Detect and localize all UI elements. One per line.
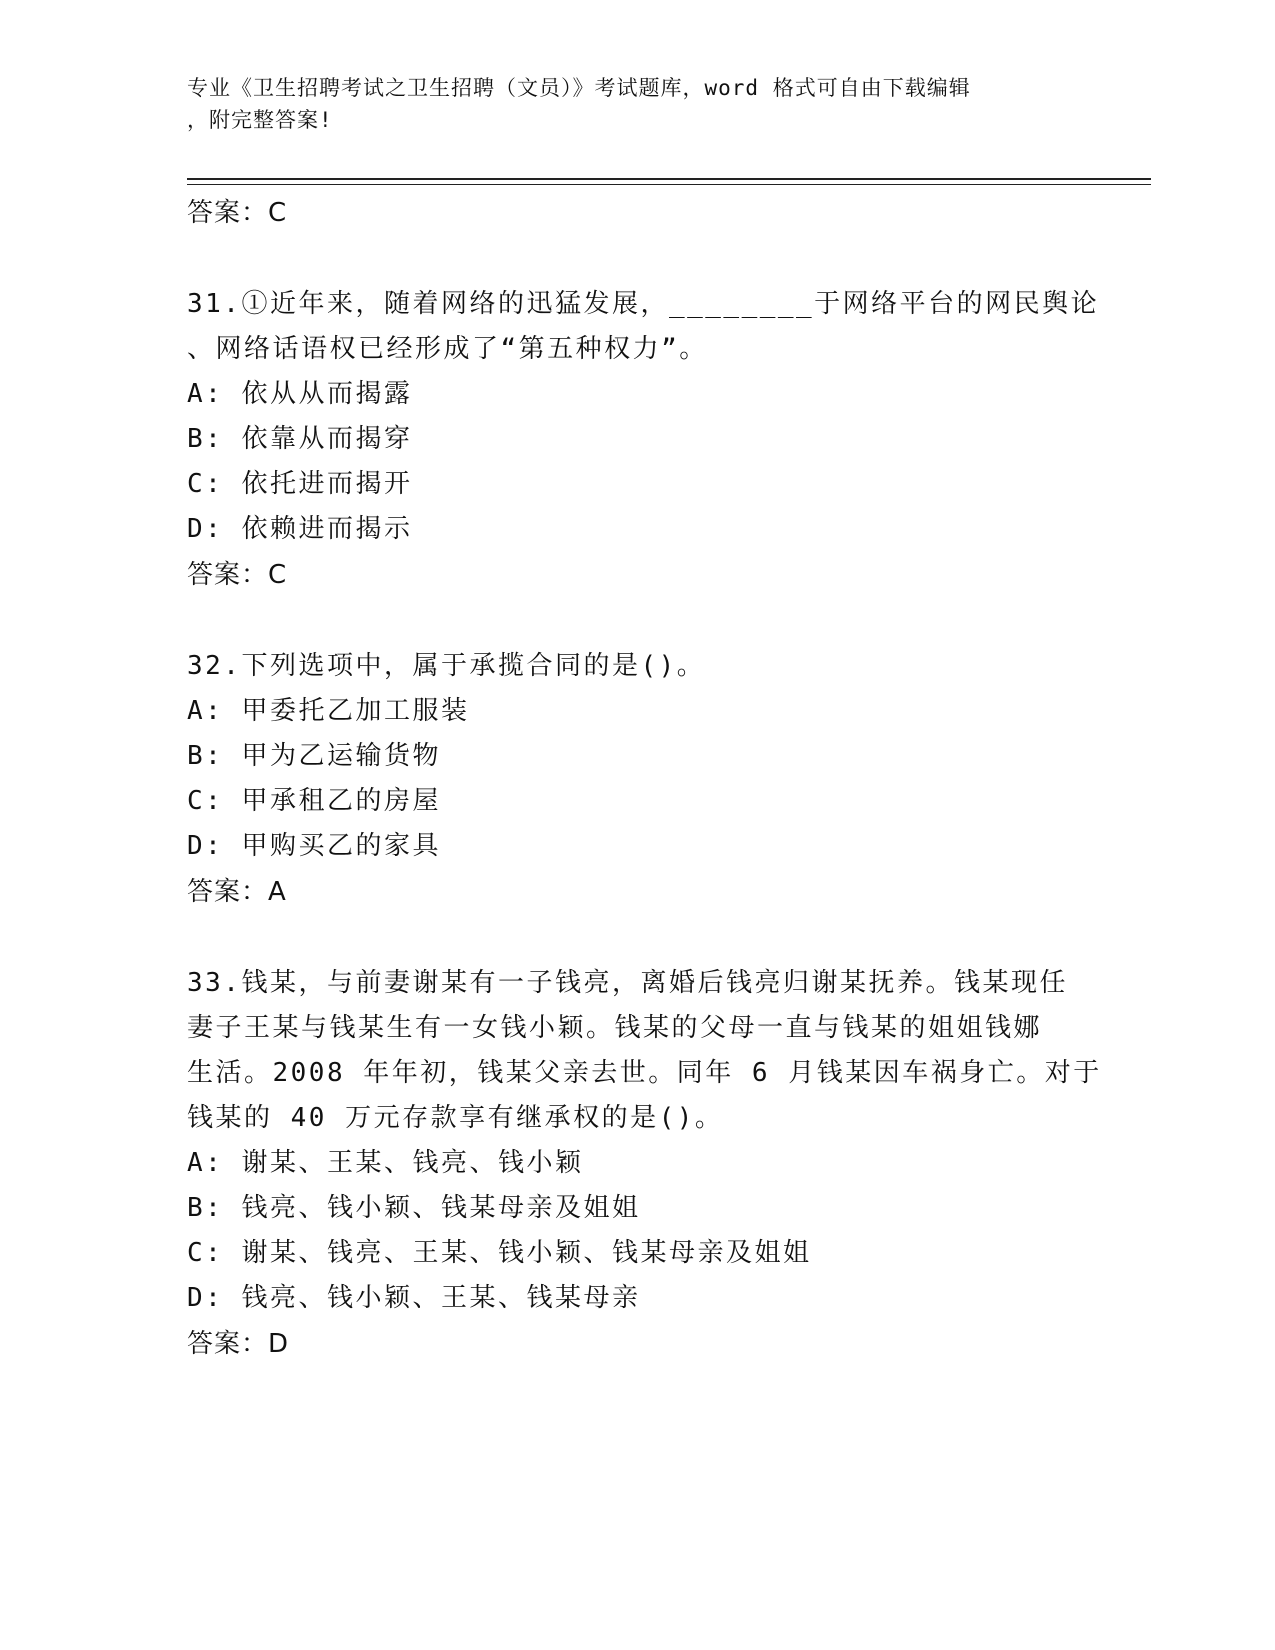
option-b: B: 依靠从而揭穿 <box>187 424 413 454</box>
question-33 <box>187 961 1127 1367</box>
option-d: D: 钱亮、钱小颖、王某、钱某母亲 <box>187 1283 641 1313</box>
header-line-1: 专业《卫生招聘考试之卫生招聘（文员）》考试题库，word 格式可自由下载编辑 <box>187 76 971 100</box>
option-c: C: 依托进而揭开 <box>187 469 413 499</box>
option-b: B: 甲为乙运输货物 <box>187 741 441 771</box>
option-d: D: 依赖进而揭示 <box>187 514 413 544</box>
answer: 答案：A <box>187 877 287 907</box>
question-text: 、网络话语权已经形成了“第五种权力”。 <box>187 334 708 364</box>
answer: 答案：D <box>187 1329 290 1359</box>
question-text: 妻子王某与钱某生有一女钱小颖。钱某的父母一直与钱某的姐姐钱娜 <box>187 1013 1043 1043</box>
header-divider-thick <box>187 178 1151 180</box>
question-list <box>187 190 1127 1413</box>
question-text: 32.下列选项中，属于承揽合同的是()。 <box>187 651 706 681</box>
option-b: B: 钱亮、钱小颖、钱某母亲及姐姐 <box>187 1193 641 1223</box>
question-text: 钱某的 40 万元存款享有继承权的是()。 <box>187 1103 724 1133</box>
question-text: 31.①近年来，随着网络的迅猛发展，________于网络平台的网民舆论 <box>187 289 1100 319</box>
option-a: A: 谢某、王某、钱亮、钱小颖 <box>187 1148 584 1178</box>
header-line-2: ，附完整答案! <box>187 108 333 132</box>
document-header <box>187 72 1067 136</box>
question-text: 33.钱某，与前妻谢某有一子钱亮，离婚后钱亮归谢某抚养。钱某现任 <box>187 968 1068 998</box>
header-divider-thin <box>187 184 1151 185</box>
question-text: 生活。2008 年年初，钱某父亲去世。同年 6 月钱某因车祸身亡。对于 <box>187 1058 1102 1088</box>
option-c: C: 甲承租乙的房屋 <box>187 786 441 816</box>
option-c: C: 谢某、钱亮、王某、钱小颖、钱某母亲及姐姐 <box>187 1238 812 1268</box>
previous-answer: 答案：C <box>187 198 288 228</box>
question-31 <box>187 282 1127 598</box>
answer: 答案：C <box>187 560 288 590</box>
option-a: A: 依从从而揭露 <box>187 379 413 409</box>
option-a: A: 甲委托乙加工服装 <box>187 696 470 726</box>
option-d: D: 甲购买乙的家具 <box>187 831 441 861</box>
question-32 <box>187 644 1127 915</box>
